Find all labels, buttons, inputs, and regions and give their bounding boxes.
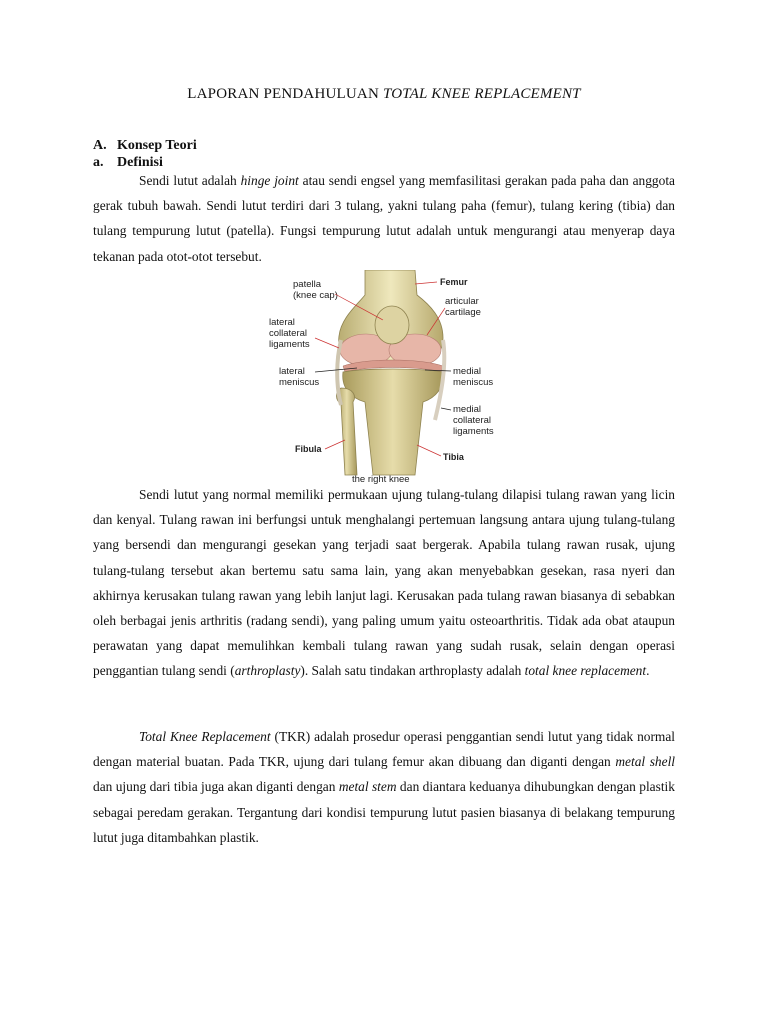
section-number: A. [93,138,107,153]
p3-text-2: dan ujung dari tibia juga akan diganti dengan [93,779,339,795]
section-heading [93,138,197,154]
p2-text-1: Sendi lutut yang normal memiliki permukaan ujung tulang-tulang dilapisi tulang rawan yang licin dan kenyal. Tulang rawan ini berfungsi untuk menghalangi pertemuan langsung antara ujung tulang-tulang yang bersendi dan mengurangi gesekan yang terjadi saat bergerak. Apabila tulang rawan rusak, ujung tulang-tulang tersebut akan bertemu satu sama lain, yang akan menyebabkan gesekan, rasa nyeri dan akhirnya kerusakan tulang rawan yang lebih lanjut lagi. Kerusakan pada tulang rawan biasanya di sebabkan oleh berbagai jenis arthritis (radang sendi), yang paling umum yaitu osteoarthritis. Tidak ada obat ataupun perawatan yang dapat memulihkan kembali tulang rawan yang sudah rusak, selain dengan operasi penggantian tulang sendi ( [93,487,675,679]
label-femur: Femur [440,277,468,287]
leader-femur [415,282,437,284]
p2-italic-2: total knee replacement [524,663,647,679]
p3-text-3: dan diantara keduanya dihubungkan dengan plastik sebagai peredam gerakan. Tergantung dari kondisi tempurung lutut pasien biasanya di belakang tempurung lutut juga ditambahkan plastik. [93,779,675,845]
p2-text-2: ). Salah satu tindakan arthroplasty adalah [300,663,525,679]
p3-italic-1: Total Knee Replacement [139,729,271,744]
label-collateral: collateral [269,328,308,339]
p1-text-1: Sendi lutut adalah [139,173,241,188]
label-articular: articular [445,296,479,307]
title-italic-text: TOTAL KNEE REPLACEMENT [382,86,581,102]
leader-fibula [325,440,345,449]
patella-bone [375,306,409,344]
p2-text-3: . [646,663,650,679]
title-text: LAPORAN PENDAHULUAN [187,86,383,102]
p1-text-2: atau sendi engsel yang memfasilitasi gerakan pada paha dan anggota gerak tubuh bawah. Sendi lutut terdiri dari 3 tulang, yakni tulang paha (femur), tulang kering (tibia) dan tulang tempurung lutut (patella). Fungsi tempurung lutut adalah untuk mengurangi atau menyerap daya tekanan pada otot-otot tersebut. [93,173,675,264]
label-medial-collateral-3: ligaments [453,426,494,437]
label-ligaments: ligaments [269,339,310,350]
label-lateral: lateral [269,317,295,328]
figure-caption: the right knee [352,474,410,485]
p1-italic-1: hinge joint [240,173,299,188]
p3-italic-3: metal stem [338,779,397,795]
p2-italic-1: arthroplasty [234,663,301,679]
label-tibia: Tibia [443,452,464,462]
label-medial-meniscus-2: meniscus [453,377,494,388]
label-medial-meniscus-1: medial [453,366,481,377]
leader-medial-collateral [441,408,451,410]
label-cartilage: cartilage [445,307,481,318]
subsection-label: Definisi [117,155,163,170]
document-title [0,86,768,103]
leader-tibia [417,445,441,456]
label-patella: patella [293,279,321,290]
subsection-number: a. [93,155,104,170]
paragraph-1 [93,168,675,269]
section-label: Konsep Teori [117,138,197,153]
label-medial-collateral-2: collateral [453,415,492,426]
leader-lateral-ligament [315,338,339,348]
tibia-bone [343,369,444,475]
lateral-ligament [337,340,341,405]
label-lateral-meniscus-2: meniscus [279,377,320,388]
p3-text-1: (TKR) adalah prosedur operasi penggantian sendi lutut yang tidak normal dengan material buatan. Pada TKR, ujung dari tulang femur akan dibuang dan diganti dengan [93,729,675,770]
label-fibula: Fibula [295,444,322,454]
label-knee-cap: (knee cap) [293,290,338,301]
label-medial-collateral-1: medial [453,404,481,415]
paragraph-3 [93,724,675,850]
paragraph-2 [93,482,675,684]
p3-italic-2: metal shell [615,754,676,770]
knee-anatomy-figure [265,270,505,485]
label-lateral-meniscus-1: lateral [279,366,305,377]
